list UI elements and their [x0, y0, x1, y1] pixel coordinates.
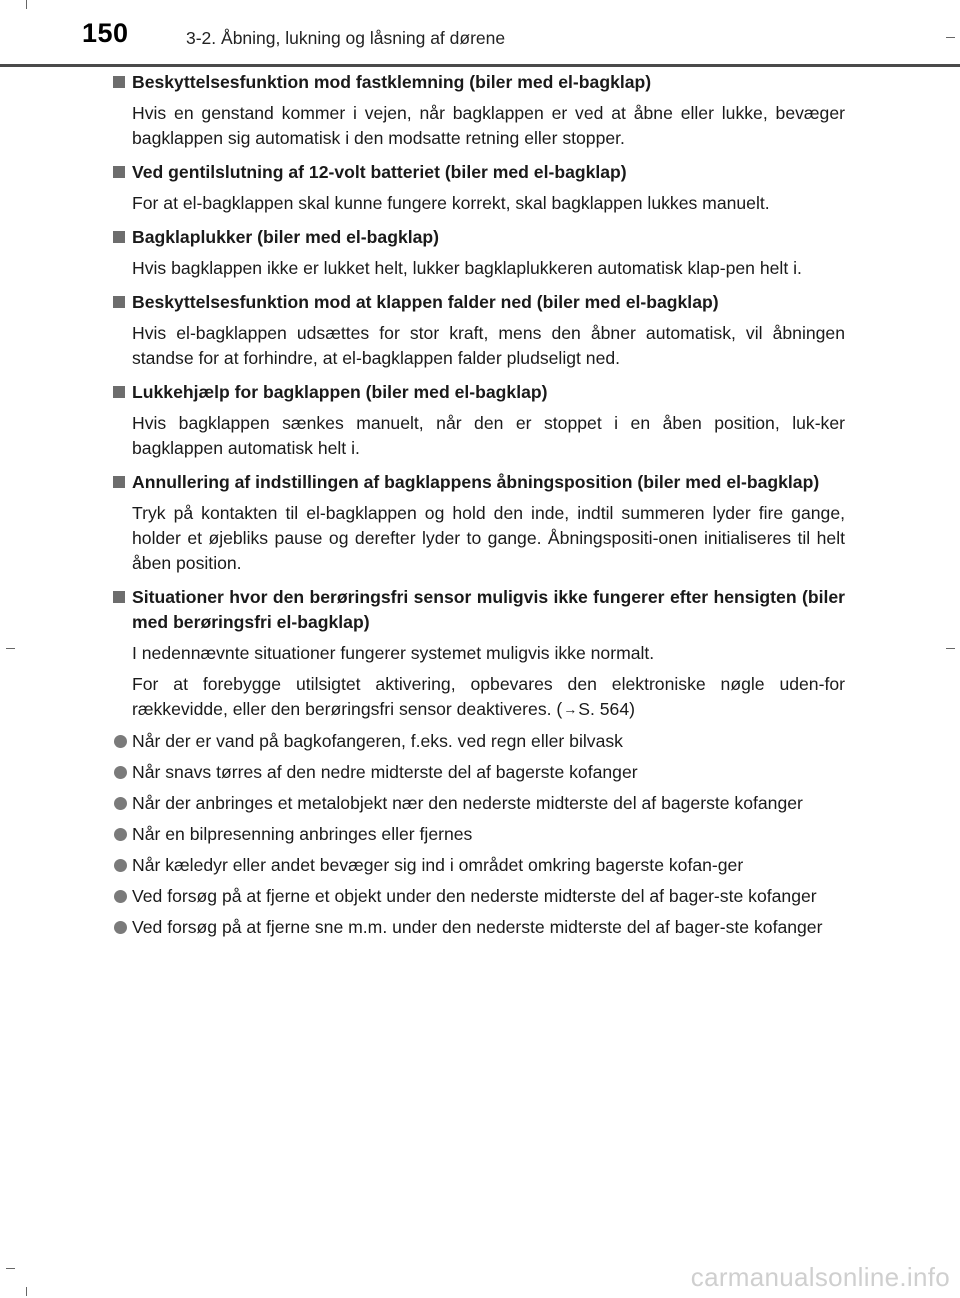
bullet-item — [113, 853, 845, 878]
crop-mark — [6, 1268, 15, 1269]
page-number: 150 — [82, 18, 129, 48]
arrow-icon: → — [563, 701, 578, 717]
square-icon — [113, 476, 125, 488]
square-icon — [113, 591, 125, 603]
section-text: For at el-bagklappen skal kunne fungere korrekt, skal bagklappen lukkes manuelt. — [132, 193, 770, 213]
section-intro: I nedennævnte situationer fungerer systemet muligvis ikke normalt. — [132, 643, 655, 663]
section-sensor-limitations — [113, 585, 845, 940]
section-text: Tryk på kontakten til el-bagklappen og hold den inde, indtil summeren lyder fire gange, holder et øjebliks pause og derefter lyder to gange. Åbningspositi-onen initialiseres til helt åben position. — [132, 503, 845, 573]
dot-icon — [114, 735, 127, 748]
dot-icon — [114, 797, 127, 810]
section-battery-reconnect — [113, 160, 845, 216]
section-heading — [113, 585, 845, 635]
bullet-text: Når en bilpresenning anbringes eller fjernes — [132, 824, 473, 844]
section-heading — [113, 225, 845, 250]
section-heading-text: Annullering af indstillingen af bagklappens åbningsposition (biler med el-bagklap) — [132, 472, 820, 492]
section-heading-text: Ved gentilslutning af 12-volt batteriet (biler med el-bagklap) — [132, 162, 627, 182]
section-text: Hvis el-bagklappen udsættes for stor kraft, mens den åbner automatisk, vil åbningen standse for at forhindre, at el-bagklappen falder pludseligt ned. — [132, 323, 845, 368]
advice-text-end: ) — [629, 699, 635, 719]
crop-mark — [26, 0, 27, 9]
section-heading — [113, 70, 845, 95]
section-heading-text: Beskyttelsesfunktion mod at klappen falder ned (biler med el-bagklap) — [132, 292, 719, 312]
bullet-item — [113, 915, 845, 940]
dot-icon — [114, 828, 127, 841]
section-advice — [113, 672, 845, 723]
advice-text: For at forebygge utilsigtet aktivering, opbevares den elektroniske nøgle uden-for rækkevidde, eller den berøringsfri sensor deaktiveres. ( — [132, 674, 845, 719]
square-icon — [113, 76, 125, 88]
bullet-item — [113, 760, 845, 785]
watermark[interactable]: carmanualsonline.info — [690, 1262, 950, 1292]
section-heading-text: Bagklaplukker (biler med el-bagklap) — [132, 227, 440, 247]
header-rule — [0, 64, 960, 67]
section-title: 3-2. Åbning, lukning og låsning af dørene — [186, 28, 506, 48]
section-heading — [113, 160, 845, 185]
page-header — [0, 0, 960, 64]
section-closing-assist — [113, 380, 845, 461]
dot-icon — [114, 921, 127, 934]
dot-icon — [114, 766, 127, 779]
page-reference-link[interactable]: S. 564 — [578, 699, 630, 719]
section-pinch-protection — [113, 70, 845, 151]
section-heading-text: Situationer hvor den berøringsfri sensor muligvis ikke fungerer efter hensigten (biler med berøringsfri el-bagklap) — [132, 587, 845, 632]
section-heading-text: Beskyttelsesfunktion mod fastklemning (biler med el-bagklap) — [132, 72, 652, 92]
crop-mark — [26, 1287, 27, 1296]
dot-icon — [114, 859, 127, 872]
bullet-item — [113, 729, 845, 754]
bullet-text: Når kæledyr eller andet bevæger sig ind i området omkring bagerste kofan-ger — [132, 855, 744, 875]
bullet-text: Ved forsøg på at fjerne et objekt under den nederste midterste del af bager-ste kofanger — [132, 886, 817, 906]
section-text: Hvis bagklappen sænkes manuelt, når den er stoppet i en åben position, luk-ker bagklappen automatisk helt i. — [132, 413, 845, 458]
square-icon — [113, 386, 125, 398]
crop-mark — [946, 37, 955, 38]
section-position-reset — [113, 470, 845, 576]
bullet-text: Når der anbringes et metalobjekt nær den nederste midterste del af bagerste kofanger — [132, 793, 803, 813]
section-heading — [113, 470, 845, 495]
bullet-text: Når snavs tørres af den nedre midterste del af bagerste kofanger — [132, 762, 638, 782]
square-icon — [113, 166, 125, 178]
square-icon — [113, 231, 125, 243]
section-text: Hvis bagklappen ikke er lukket helt, lukker bagklaplukkeren automatisk klap-pen helt i. — [132, 258, 802, 278]
page-content — [113, 70, 845, 949]
bullet-item — [113, 822, 845, 847]
crop-mark — [946, 648, 955, 649]
bullet-text: Når der er vand på bagkofangeren, f.eks. ved regn eller bilvask — [132, 731, 623, 751]
section-heading-text: Lukkehjælp for bagklappen (biler med el-bagklap) — [132, 382, 548, 402]
dot-icon — [114, 890, 127, 903]
bullet-item — [113, 791, 845, 816]
section-closer — [113, 225, 845, 281]
section-heading — [113, 290, 845, 315]
section-drop-protection — [113, 290, 845, 371]
section-text: Hvis en genstand kommer i vejen, når bagklappen er ved at åbne eller lukke, bevæger bagklappen sig automatisk i den modsatte retning eller stopper. — [132, 103, 845, 148]
bullet-text: Ved forsøg på at fjerne sne m.m. under den nederste midterste del af bager-ste kofanger — [132, 917, 823, 937]
bullet-item — [113, 884, 845, 909]
crop-mark — [6, 648, 15, 649]
section-heading — [113, 380, 845, 405]
square-icon — [113, 296, 125, 308]
